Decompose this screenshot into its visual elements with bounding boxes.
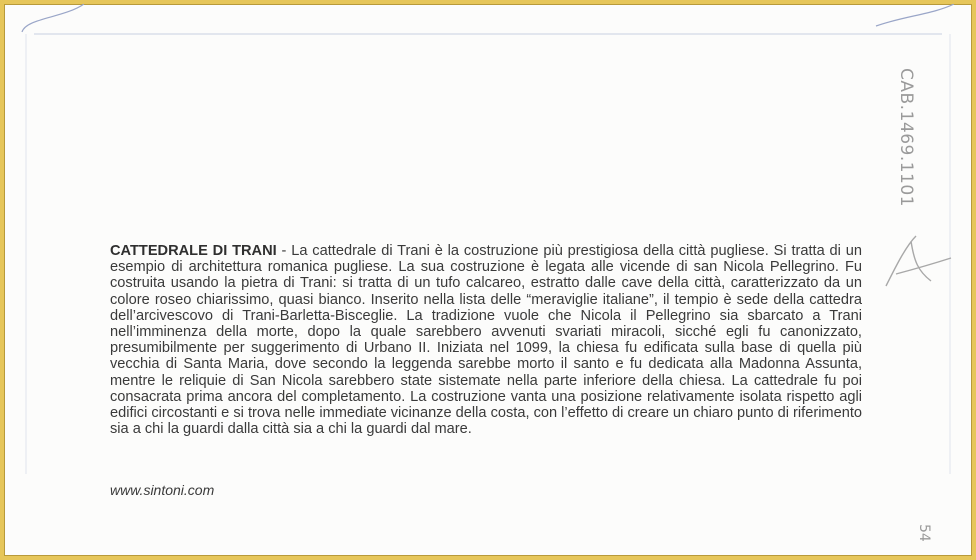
flap-left-edge <box>22 4 84 32</box>
description-body: La cattedrale di Trani è la costruzione più prestigiosa della città pugliese. Si tratta di un esempio di architettura romanica pugliese. La sua costruzione è legata alle vicende di san Nicola Pellegrino. Fu costruita usando la pietra di Trani: si tratta di un tufo calcareo, estratto dalle cave della città, caratterizzato da un colore roseo chiarissimo, quasi bianco. Inserito nella lista delle “meraviglie italiane”, il tempio è sede della cattedra dell’arcivescovo di Trani-Barletta-Bisceglie. La tradizione vuole che Nicola il Pellegrino sia sbarcato a Trani nell’imminenza della morte, dopo la quale sarebbero avvenuti svariati miracoli, sicché egli fu canonizzato, presumibilmente per suggerimento di Urbano II. Iniziata nel 1099, la chiesa fu edificata sulla base di quella più vecchia di Santa Maria, dove secondo la leggenda sarebbe morto il santo e fu dedicata alla Madonna Assunta, mentre le reliquie di San Nicola sarebbero state sistemate nella parte inferiore della chiesa. La cattedrale fu poi consacrata prima ancora del completamento. La costruzione vanta una posizione relativamente isolata rispetto agli edifici circostanti e si trova nelle immediate vicinanze della costa, con l’effetto di creare un chiaro punto di riferimento sia a chi la guardi dalla città sia a chi la guardi dal mare. <box>110 243 862 438</box>
handwritten-catalog-note: CAB.1469.1101 <box>896 68 916 207</box>
description-separator: - <box>276 243 292 259</box>
flap-right-edge <box>876 4 954 26</box>
handwritten-signature <box>876 226 956 296</box>
handwritten-page-mark: 54 <box>916 524 932 542</box>
description-title: CATTEDRALE DI TRANI <box>110 243 277 259</box>
cathedral-description <box>110 243 862 437</box>
publisher-website: www.sintoni.com <box>110 482 215 498</box>
